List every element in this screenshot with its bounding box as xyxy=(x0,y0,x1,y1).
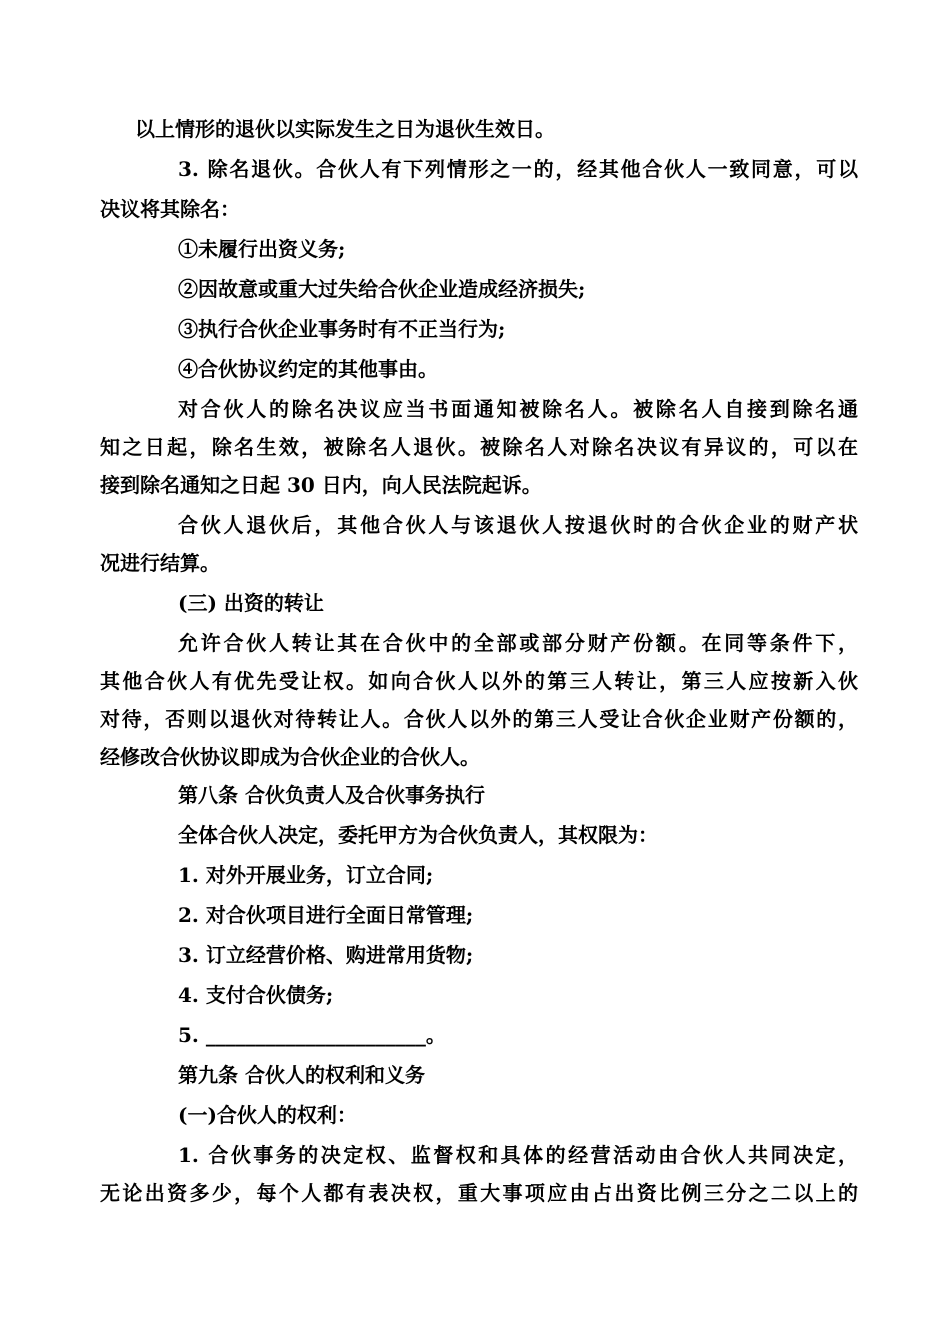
text-line: 知之日起，除名生效，被除名人退伙。被除名人对除名决议有异议的，可以在 xyxy=(100,435,858,459)
section-heading: (三) 出资的转让 xyxy=(178,591,324,615)
text-line: 对合伙人的除名决议应当书面通知被除名人。被除名人自接到除名通 xyxy=(178,397,858,421)
text-line: ①未履行出资义务; xyxy=(178,237,346,261)
section-heading: (一)合伙人的权利： xyxy=(178,1103,357,1127)
text-line: ③执行合伙企业事务时有不正当行为; xyxy=(178,317,506,341)
article-heading: 第八条 合伙负责人及合伙事务执行 xyxy=(178,783,485,807)
list-item: 4. 支付合伙债务; xyxy=(178,983,334,1007)
text-line: 合伙人退伙后，其他合伙人与该退伙人按退伙时的合伙企业的财产状 xyxy=(178,513,858,537)
text-line: 允许合伙人转让其在合伙中的全部或部分财产份额。在同等条件下， xyxy=(178,631,858,655)
text-line: 对待，否则以退伙对待转让人。合伙人以外的第三人受让合伙企业财产份额的， xyxy=(100,707,858,731)
list-item: 3. 订立经营价格、购进常用货物; xyxy=(178,943,474,967)
text-line: 1. 合伙事务的决定权、监督权和具体的经营活动由合伙人共同决定， xyxy=(178,1143,858,1167)
text-line: 决议将其除名： xyxy=(100,197,240,221)
text-line: 全体合伙人决定，委托甲方为合伙负责人，其权限为： xyxy=(178,823,658,847)
text-line: 3. 除名退伙。合伙人有下列情形之一的，经其他合伙人一致同意，可以 xyxy=(178,157,858,181)
text-line: ④合伙协议约定的其他事由。 xyxy=(178,357,438,381)
text-line: 接到除名通知之日起 30 日内，向人民法院起诉。 xyxy=(100,473,542,497)
text-line: 经修改合伙协议即成为合伙企业的合伙人。 xyxy=(100,745,480,769)
text-line: 况进行结算。 xyxy=(100,551,220,575)
list-item: 2. 对合伙项目进行全面日常管理; xyxy=(178,903,474,927)
text-line: 无论出资多少，每个人都有表决权，重大事项应由占出资比例三分之二以上的 xyxy=(100,1181,858,1205)
text-line: 其他合伙人有优先受让权。如向合伙人以外的第三人转让，第三人应按新入伙 xyxy=(100,669,858,693)
text-line: 以上情形的退伙以实际发生之日为退伙生效日。 xyxy=(135,117,555,141)
list-item-blank: 5. ______________________。 xyxy=(178,1023,446,1047)
article-heading: 第九条 合伙人的权利和义务 xyxy=(178,1063,425,1087)
list-item: 1. 对外开展业务，订立合同; xyxy=(178,863,434,887)
text-line: ②因故意或重大过失给合伙企业造成经济损失; xyxy=(178,277,586,301)
